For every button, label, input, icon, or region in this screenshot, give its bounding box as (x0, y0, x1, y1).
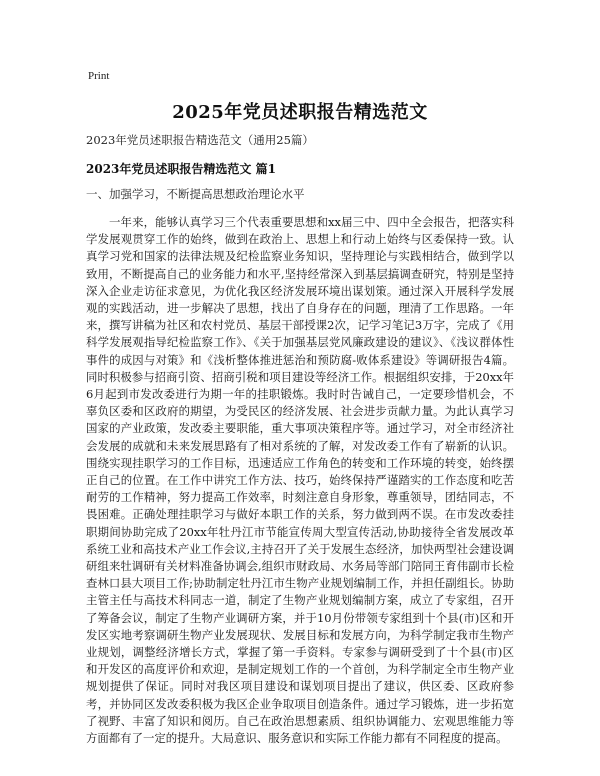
print-label[interactable]: Print (88, 70, 110, 82)
section-heading: 2023年党员述职报告精选范文 篇1 (86, 162, 276, 176)
document-subtitle: 2023年党员述职报告精选范文（通用25篇） (86, 133, 314, 147)
body-paragraph: 一年来，能够认真学习三个代表重要思想和xx届三中、四中全会报告，把落实科学发展观贯穿工作的始终，做到在政治上、思想上和行动上始终与区委保持一致。认真学习党和国家的法律法规及纪检监察业务知识，坚持理论与实践相结合，做到学以致用，不断提高自己的业务能力和水平,坚持经常深入到基层搞调查研究，特别是坚持深入企业走访征求意见，为优化我区经济发展环境出谋划策。通过深入开展科学发展观的实践活动，进一步解决了思想，找出了自身存在的问题，理清了工作思路。一年来，撰写讲稿为社区和农村党员、基层干部授课2次，记学习笔记3万字，完成了《用科学发展观指导纪检监察工作》、《关于加强基层党风廉政建设的建议》、《浅议群体性事件的成因与对策》和《浅析整体推进惩治和预防腐-败体系建设》等调研报告4篇。同时积极参与招商引资、招商引税和项目建设等经济工作。根据组织安排，于20xx年6月起到市发改委进行为期一年的挂职锻炼。我时时告诫自己，一定要珍惜机会，不辜负区委和区政府的期望，为受民区的经济发展、社会进步贡献力量。为此认真学习国家的产业政策，发改委主要职能，重大事项决策程序等。通过学习，对全市经济社会发展的成就和未来发展思路有了相对系统的了解，对发改委工作有了崭新的认识。围绕实现挂职学习的工作目标，迅速适应工作角色的转变和工作环境的转变，始终摆正自己的位置。在工作中讲究工作方法、技巧，始终保持严谨踏实的工作态度和吃苦耐劳的工作精神，努力提高工作效率，时刻注意自身形象，尊重领导，团结同志，不畏困难。正确处理挂职学习与做好本职工作的关系，努力做到两不误。在市发改委挂职期间协助完成了20xx年牡丹江市节能宣传周大型宣传活动,协助接待全省发展改革系统工业和高技术产业工作会议,主持召开了关于发展生态经济，加快两型社会建设调研组来牡调研有关材料准备协调会,组织市财政局、水务局等部门陪同王育伟副市长检查林口县大项目工作;协助制定牡丹江市生物产业规划编制工作，并担任副组长。协助主管主任与高技术科同志一道，制定了生物产业规划编制方案，成立了专家组，召开了筹备会议，制定了生物产业调研方案，并于10月份带领专家组到十个县(市)区和开发区实地考察调研生物产业发展现状、发展目标和发展方向，为科学制定我市生物产业规划，调整经济增长方式，掌握了第一手资料。专家参与调研受到了十个县(市)区和开发区的高度评价和欢迎，是制定规划工作的一个首创，为科学制定全市生物产业规划提供了保证。同时对我区项目建设和谋划项目提出了建议，供区委、区政府参考，并协同区发改委积极为我区企业争取项目创造条件。通过学习锻炼，进一步拓宽了视野、丰富了知识和阅历。自己在政治思想素质、组织协调能力、宏观思维能力等方面都有了一定的提升。大局意识、服务意识和实际工作能力都有不同程度的提高。 (86, 215, 514, 746)
page-title: 2025年党员述职报告精选范文 (172, 102, 428, 123)
point-heading: 一、加强学习，不断提高思想政治理论水平 (86, 187, 305, 201)
